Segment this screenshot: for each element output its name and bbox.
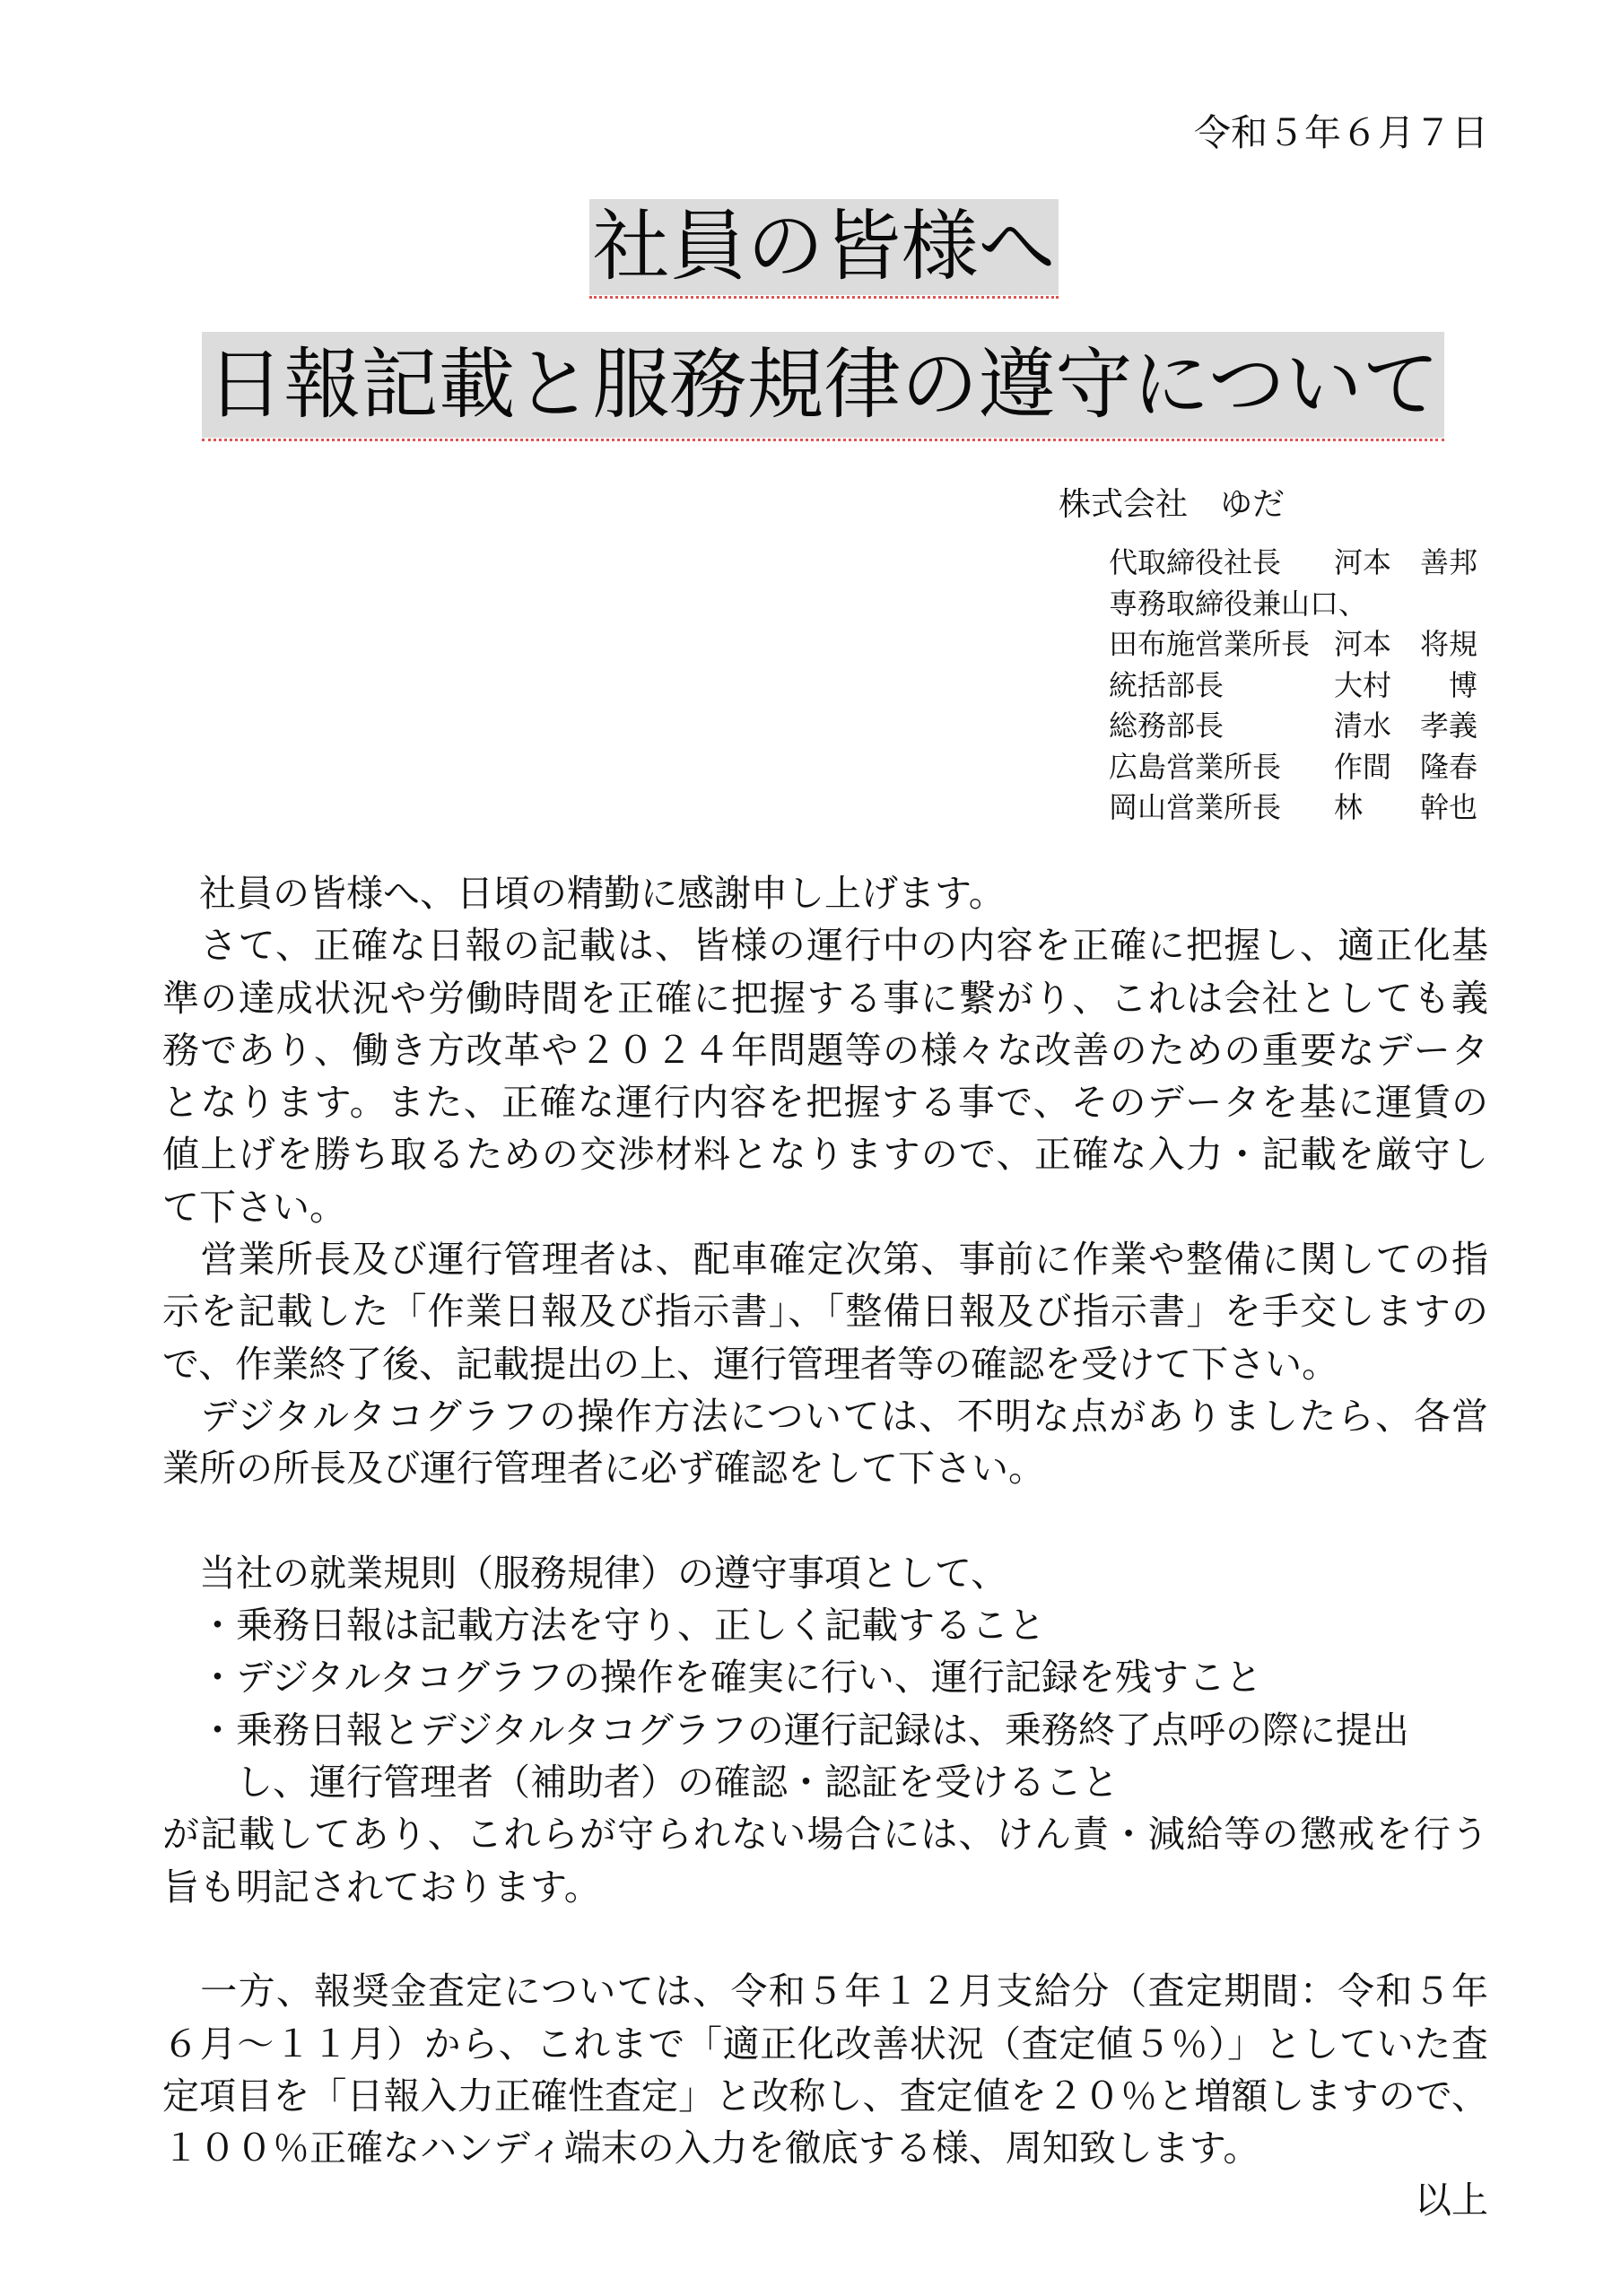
body-line: 営業所長及び運行管理者は、配車確定次第、事前に作業や整備に関しての指	[162, 1238, 1488, 1282]
body-line: 務であり、働き方改革や２０２４年問題等の様々な改善のための重要なデータ	[162, 1028, 1488, 1072]
body-line: となります。また、正確な運行内容を把握する事で、そのデータを基に運賃の	[162, 1081, 1488, 1125]
officer-name: 作間 隆春	[1334, 749, 1478, 784]
body-line: 旨も明記されております。	[162, 1865, 601, 1909]
officer-role: 田布施営業所長	[1109, 627, 1311, 661]
paragraph-gap	[162, 1913, 1488, 1965]
section-bonus-assessment	[162, 1965, 1488, 2174]
body-line: で、作業終了後、記載提出の上、運行管理者等の確認を受けて下さい。	[162, 1342, 1339, 1386]
officer-role: 総務部長	[1109, 709, 1224, 743]
officer-name: 河本 将規	[1334, 627, 1478, 661]
title-line-2: 日報記載と服務規律の遵守について	[202, 332, 1444, 438]
officer-row	[1109, 787, 1477, 829]
officer-role: 広島営業所長	[1109, 749, 1282, 784]
officer-list	[1109, 543, 1477, 829]
officer-name: 大村 博	[1334, 667, 1478, 702]
officer-row	[1109, 747, 1477, 788]
body-text	[162, 867, 1488, 2227]
officer-row	[1109, 706, 1477, 747]
body-line: が記載してあり、これらが守られない場合には、けん責・減給等の懲戒を行う	[162, 1813, 1488, 1857]
body-line: 値上げを勝ち取るための交渉材料となりますので、正確な入力・記載を厳守し	[162, 1133, 1488, 1177]
body-line: 一方、報奨金査定については、令和５年１２月支給分（査定期間：令和５年	[162, 1970, 1488, 2013]
body-line: て下さい。	[162, 1185, 346, 1229]
body-line: デジタルタコグラフの操作方法については、不明な点がありましたら、各営	[162, 1394, 1488, 1438]
body-line: 業所の所長及び運行管理者に必ず確認をして下さい。	[162, 1447, 1045, 1491]
body-line: 示を記載した「作業日報及び指示書」、「整備日報及び指示書」を手交しますの	[162, 1290, 1488, 1334]
body-line: 準の達成状況や労働時間を正確に把握する事に繋がり、これは会社としても義	[162, 976, 1488, 1020]
section-greeting-and-instructions	[162, 867, 1488, 1495]
officer-role: 専務取締役兼山口、	[1109, 586, 1368, 621]
body-line: さて、正確な日報の記載は、皆様の運行中の内容を正確に把握し、適正化基	[162, 924, 1488, 968]
officer-name: 清水 孝義	[1334, 709, 1478, 743]
officer-row	[1109, 543, 1477, 584]
paragraph-gap	[162, 1495, 1488, 1547]
officer-role: 岡山営業所長	[1109, 790, 1282, 824]
bullet-line: ・乗務日報は記載方法を守り、正しく記載すること	[162, 1604, 1045, 1648]
bullet-line: ・デジタルタコグラフの操作を確実に行い、運行記録を残すこと	[162, 1656, 1262, 1700]
title-line-1: 社員の皆様へ	[589, 199, 1059, 295]
officer-name: 河本 善邦	[1334, 545, 1478, 579]
document-date: 令和５年６月７日	[1194, 111, 1488, 154]
officer-role: 代取締役社長	[1109, 545, 1282, 579]
officer-role: 統括部長	[1109, 667, 1224, 702]
closing-remark: 以上	[1415, 2179, 1488, 2222]
company-name: 株式会社 ゆだ	[1059, 486, 1285, 523]
bullet-line: し、運行管理者（補助者）の確認・認証を受けること	[162, 1761, 1119, 1805]
officer-name: 林 幹也	[1334, 790, 1478, 824]
body-line: 定項目を「日報入力正確性査定」と改称し、査定値を２０％と増額しますので、	[162, 2074, 1488, 2118]
bullet-line: ・乗務日報とデジタルタコグラフの運行記録は、乗務終了点呼の際に提出	[162, 1708, 1409, 1752]
body-line: ６月～１１月）から、これまで「適正化改善状況（査定値５％）」としていた査	[162, 2022, 1488, 2066]
body-line: １００％正確なハンディ端末の入力を徹底する様、周知致します。	[162, 2126, 1260, 2170]
officer-row	[1109, 584, 1477, 625]
officer-row	[1109, 665, 1477, 707]
body-line: 当社の就業規則（服務規律）の遵守事項として、	[162, 1551, 1008, 1595]
section-work-rules	[162, 1547, 1488, 1913]
officer-row	[1109, 624, 1477, 665]
body-line: 社員の皆様へ、日頃の精勤に感謝申し上げます。	[162, 872, 1006, 915]
